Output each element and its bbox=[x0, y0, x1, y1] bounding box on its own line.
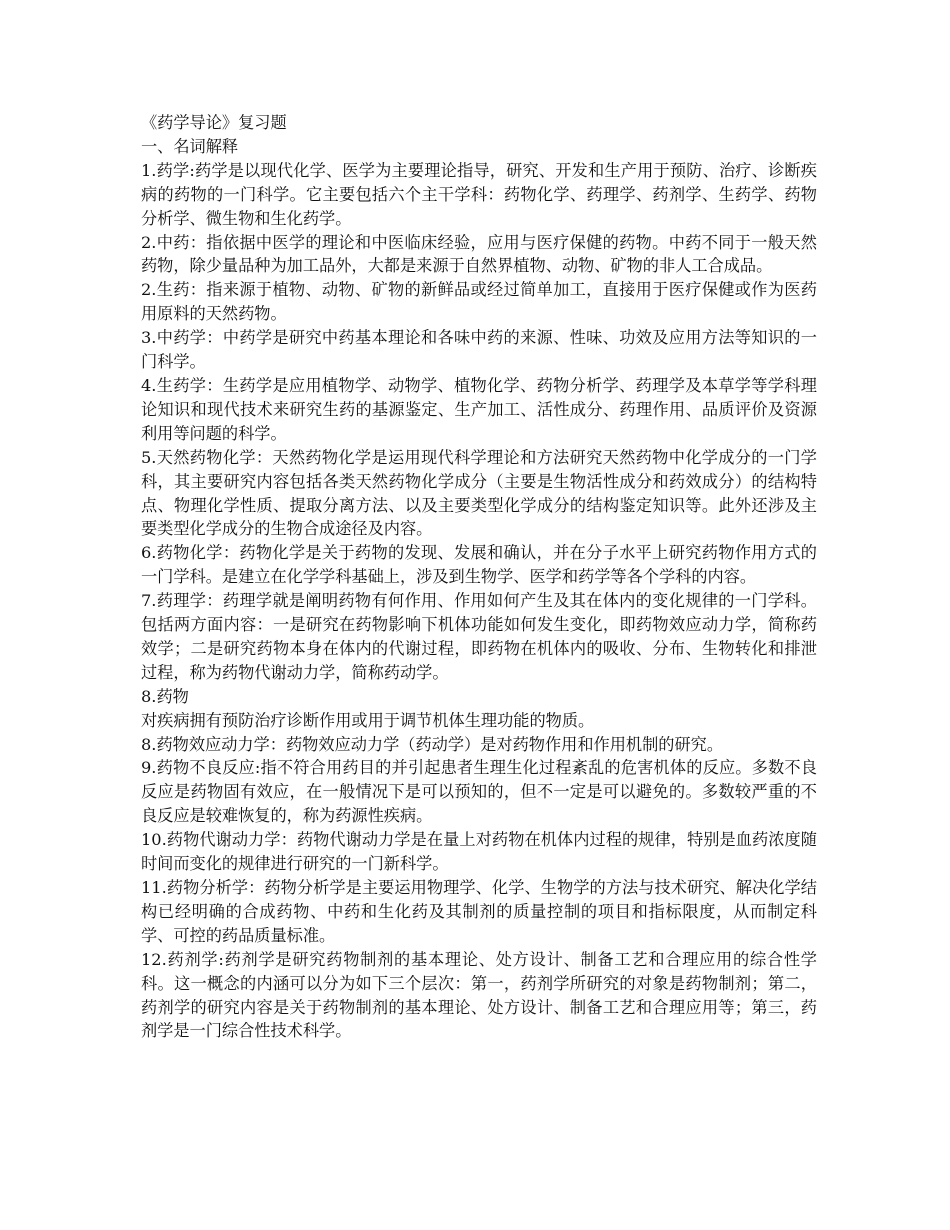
document-body bbox=[141, 111, 817, 1043]
definition-paragraph: 对疾病拥有预防治疗诊断作用或用于调节机体生理功能的物质。 bbox=[141, 710, 595, 730]
definition-paragraph: 4.生药学：生药学是应用植物学、动物学、植物化学、药物分析学、药理学及本草学等学科理论知识和现代技术来研究生药的基源鉴定、生产加工、活性成分、药理作用、品质评价及资源利用等问题的科学。 bbox=[141, 375, 817, 443]
definition-paragraph: 11.药物分析学：药物分析学是主要运用物理学、化学、生物学的方法与技术研究、解决化学结构已经明确的合成药物、中药和生化药及其制剂的质量控制的项目和指标限度，从而制定科学、可控的药品质量标准。 bbox=[141, 878, 817, 945]
definition-paragraph: 2.生药：指来源于植物、动物、矿物的新鲜品或经过简单加工，直接用于医疗保健或作为医药用原料的天然药物。 bbox=[141, 280, 817, 324]
definition-paragraph: 8.药物效应动力学：药物效应动力学（药动学）是对药物作用和作用机制的研究。 bbox=[141, 734, 724, 754]
definition-paragraph: 3.中药学：中药学是研究中药基本理论和各味中药的来源、性味、功效及应用方法等知识的一门科学。 bbox=[141, 328, 817, 372]
section-heading: 一、名词解释 bbox=[141, 136, 239, 156]
definition-paragraph: 7.药理学：药理学就是阐明药物有何作用、作用如何产生及其在体内的变化规律的一门学科。包括两方面内容：一是研究在药物影响下机体功能如何发生变化，即药物效应动力学，简称药效学；二是研究药物本身在体内的代谢过程，即药物在机体内的吸收、分布、生物转化和排泄过程，称为药物代谢动力学，简称药动学。 bbox=[141, 591, 817, 682]
definition-paragraph: 10.药物代谢动力学：药物代谢动力学是在量上对药物在机体内过程的规律，特别是血药浓度随时间而变化的规律进行研究的一门新科学。 bbox=[141, 830, 817, 874]
definition-paragraph: 6.药物化学：药物化学是关于药物的发现、发展和确认，并在分子水平上研究药物作用方式的一门学科。是建立在化学学科基础上，涉及到生物学、医学和药学等各个学科的内容。 bbox=[141, 543, 817, 587]
definition-paragraph: 5.天然药物化学：天然药物化学是运用现代科学理论和方法研究天然药物中化学成分的一门学科，其主要研究内容包括各类天然药物化学成分（主要是生物活性成分和药效成分）的结构特点、物理化学性质、提取分离方法、以及主要类型化学成分的结构鉴定知识等。此外还涉及主要类型化学成分的生物合成途径及内容。 bbox=[141, 447, 817, 539]
definition-term: 8.药物 bbox=[141, 686, 189, 706]
definition-paragraph: 9.药物不良反应:指不符合用药目的并引起患者生理生化过程紊乱的危害机体的反应。多数不良反应是药物固有效应，在一般情况下是可以预知的，但不一定是可以避免的。多数较严重的不良反应是较难恢复的，称为药源性疾病。 bbox=[141, 758, 817, 826]
definition-paragraph: 1.药学:药学是以现代化学、医学为主要理论指导，研究、开发和生产用于预防、治疗、诊断疾病的药物的一门科学。它主要包括六个主干学科：药物化学、药理学、药剂学、生药学、药物分析学、微生物和生化药学。 bbox=[141, 160, 817, 228]
document-title: 《药学导论》复习题 bbox=[141, 113, 287, 132]
definition-paragraph: 2.中药：指依据中医学的理论和中医临床经验，应用与医疗保健的药物。中药不同于一般天然药物，除少量品种为加工品外，大都是来源于自然界植物、动物、矿物的非人工合成品。 bbox=[141, 232, 817, 276]
definition-paragraph: 12.药剂学:药剂学是研究药物制剂的基本理论、处方设计、制备工艺和合理应用的综合性学科。这一概念的内涵可以分为如下三个层次：第一，药剂学所研究的对象是药物制剂；第二，药剂学的研究内容是关于药物制剂的基本理论、处方设计、制备工艺和合理应用等；第三，药剂学是一门综合性技术科学。 bbox=[141, 949, 817, 1041]
